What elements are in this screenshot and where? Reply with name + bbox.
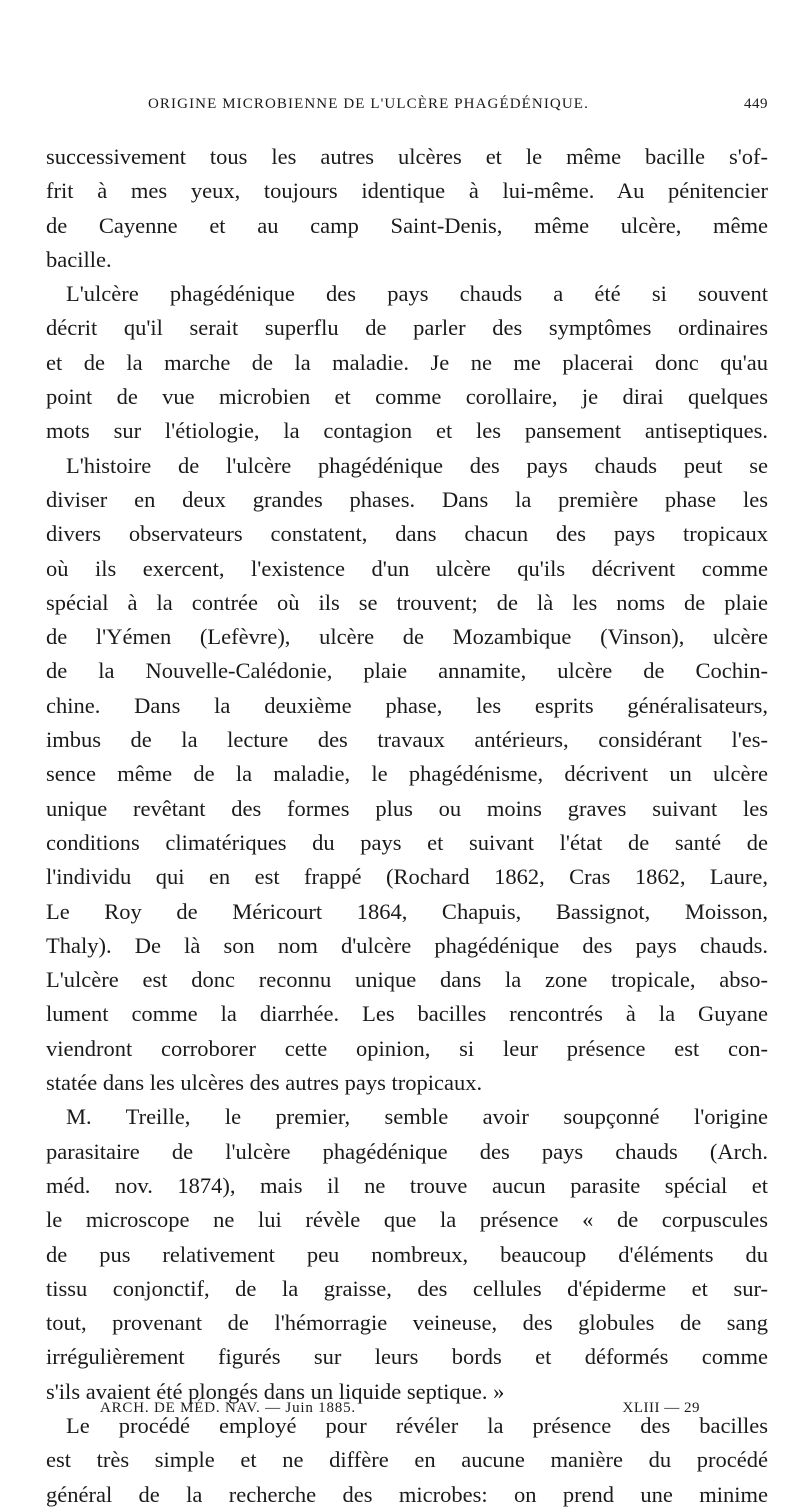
text-line: Le Roy de Méricourt 1864, Chapuis, Bassignot, Moisson, (46, 898, 768, 924)
text-line: où ils exercent, l'existence d'un ulcère qu'ils décrivent comme (46, 555, 768, 581)
text-line: le microscope ne lui révèle que la présence « de corpuscules (46, 1207, 768, 1233)
text-line: décrit qu'il serait superflu de parler des symptômes ordinaires (46, 315, 768, 341)
text-line: unique revêtant des formes plus ou moins graves suivant les (46, 795, 768, 821)
text-line: lument comme la diarrhée. Les bacilles rencontrés à la Guyane (46, 1001, 768, 1027)
text-line: point de vue microbien et comme corollaire, je dirai quelques (46, 384, 768, 410)
text-line: statée dans les ulcères des autres pays tropicaux. (46, 1070, 483, 1096)
text-line: viendront corroborer cette opinion, si leur présence est con- (46, 1035, 768, 1061)
text-line: parasitaire de l'ulcère phagédénique des pays chauds (Arch. (46, 1138, 768, 1164)
text-line: et de la marche de la maladie. Je ne me placerai donc qu'au (46, 349, 768, 375)
text-line: de l'Yémen (Lefèvre), ulcère de Mozambique (Vinson), ulcère (46, 624, 768, 650)
text-line: de Cayenne et au camp Saint-Denis, même ulcère, même (46, 212, 768, 238)
footer-journal-reference: ARCH. DE MÉD. NAV. — Juin 1885. (100, 1400, 356, 1416)
text-line: divers observateurs constatent, dans chacun des pays tropicaux (46, 521, 768, 547)
footer-signature-mark: XLIII — 29 (622, 1400, 700, 1416)
text-line: est très simple et ne diffère en aucune manière du procédé (46, 1447, 768, 1473)
text-line: spécial à la contrée où ils se trouvent; de là les noms de plaie (46, 589, 768, 615)
text-line: Le procédé employé pour révéler la présence des bacilles (66, 1412, 768, 1438)
text-line: bacille. (46, 246, 112, 272)
running-head (148, 96, 768, 122)
text-line: méd. nov. 1874), mais il ne trouve aucun parasite spécial et (46, 1172, 768, 1198)
text-line: tout, provenant de l'hémorragie veineuse, des globules de sang (46, 1310, 768, 1336)
page-number: 449 (744, 96, 768, 112)
running-title: ORIGINE MICROBIENNE DE L'ULCÈRE PHAGÉDÉNIQUE. (148, 96, 589, 112)
text-line: général de la recherche des microbes: on prend une minime (46, 1481, 768, 1507)
text-line: sence même de la maladie, le phagédénisme, décrivent un ulcère (46, 761, 768, 787)
text-line: de la Nouvelle-Calédonie, plaie annamite, ulcère de Cochin- (46, 658, 768, 684)
text-line: frit à mes yeux, toujours identique à lui-même. Au pénitencier (46, 178, 768, 204)
text-line: imbus de la lecture des travaux antérieurs, considérant l'es- (46, 727, 768, 753)
text-line: L'ulcère est donc reconnu unique dans la zone tropicale, abso- (46, 967, 768, 993)
text-line: tissu conjonctif, de la graisse, des cellules d'épiderme et sur- (46, 1275, 768, 1301)
text-line: l'individu qui en est frappé (Rochard 1862, Cras 1862, Laure, (46, 864, 768, 890)
text-line: s'ils avaient été plongés dans un liquide septique. » (46, 1378, 505, 1404)
text-line: diviser en deux grandes phases. Dans la première phase les (46, 486, 768, 512)
text-line: L'histoire de l'ulcère phagédénique des pays chauds peut se (66, 452, 768, 478)
text-line: irrégulièrement figurés sur leurs bords et déformés comme (46, 1344, 768, 1370)
text-line: M. Treille, le premier, semble avoir soupçonné l'origine (66, 1104, 768, 1130)
text-line: conditions climatériques du pays et suivant l'état de santé de (46, 829, 768, 855)
text-line: de pus relativement peu nombreux, beaucoup d'éléments du (46, 1241, 768, 1267)
text-line: L'ulcère phagédénique des pays chauds a été si souvent (66, 281, 768, 307)
text-line: Thaly). De là son nom d'ulcère phagédénique des pays chauds. (46, 932, 768, 958)
text-line: chine. Dans la deuxième phase, les esprits généralisateurs, (46, 692, 768, 718)
body-text (46, 140, 768, 1512)
text-line: mots sur l'étiologie, la contagion et les pansement antiseptiques. (46, 418, 768, 444)
text-line: successivement tous les autres ulcères et le même bacille s'of- (46, 144, 768, 169)
page-footer (100, 1400, 700, 1424)
